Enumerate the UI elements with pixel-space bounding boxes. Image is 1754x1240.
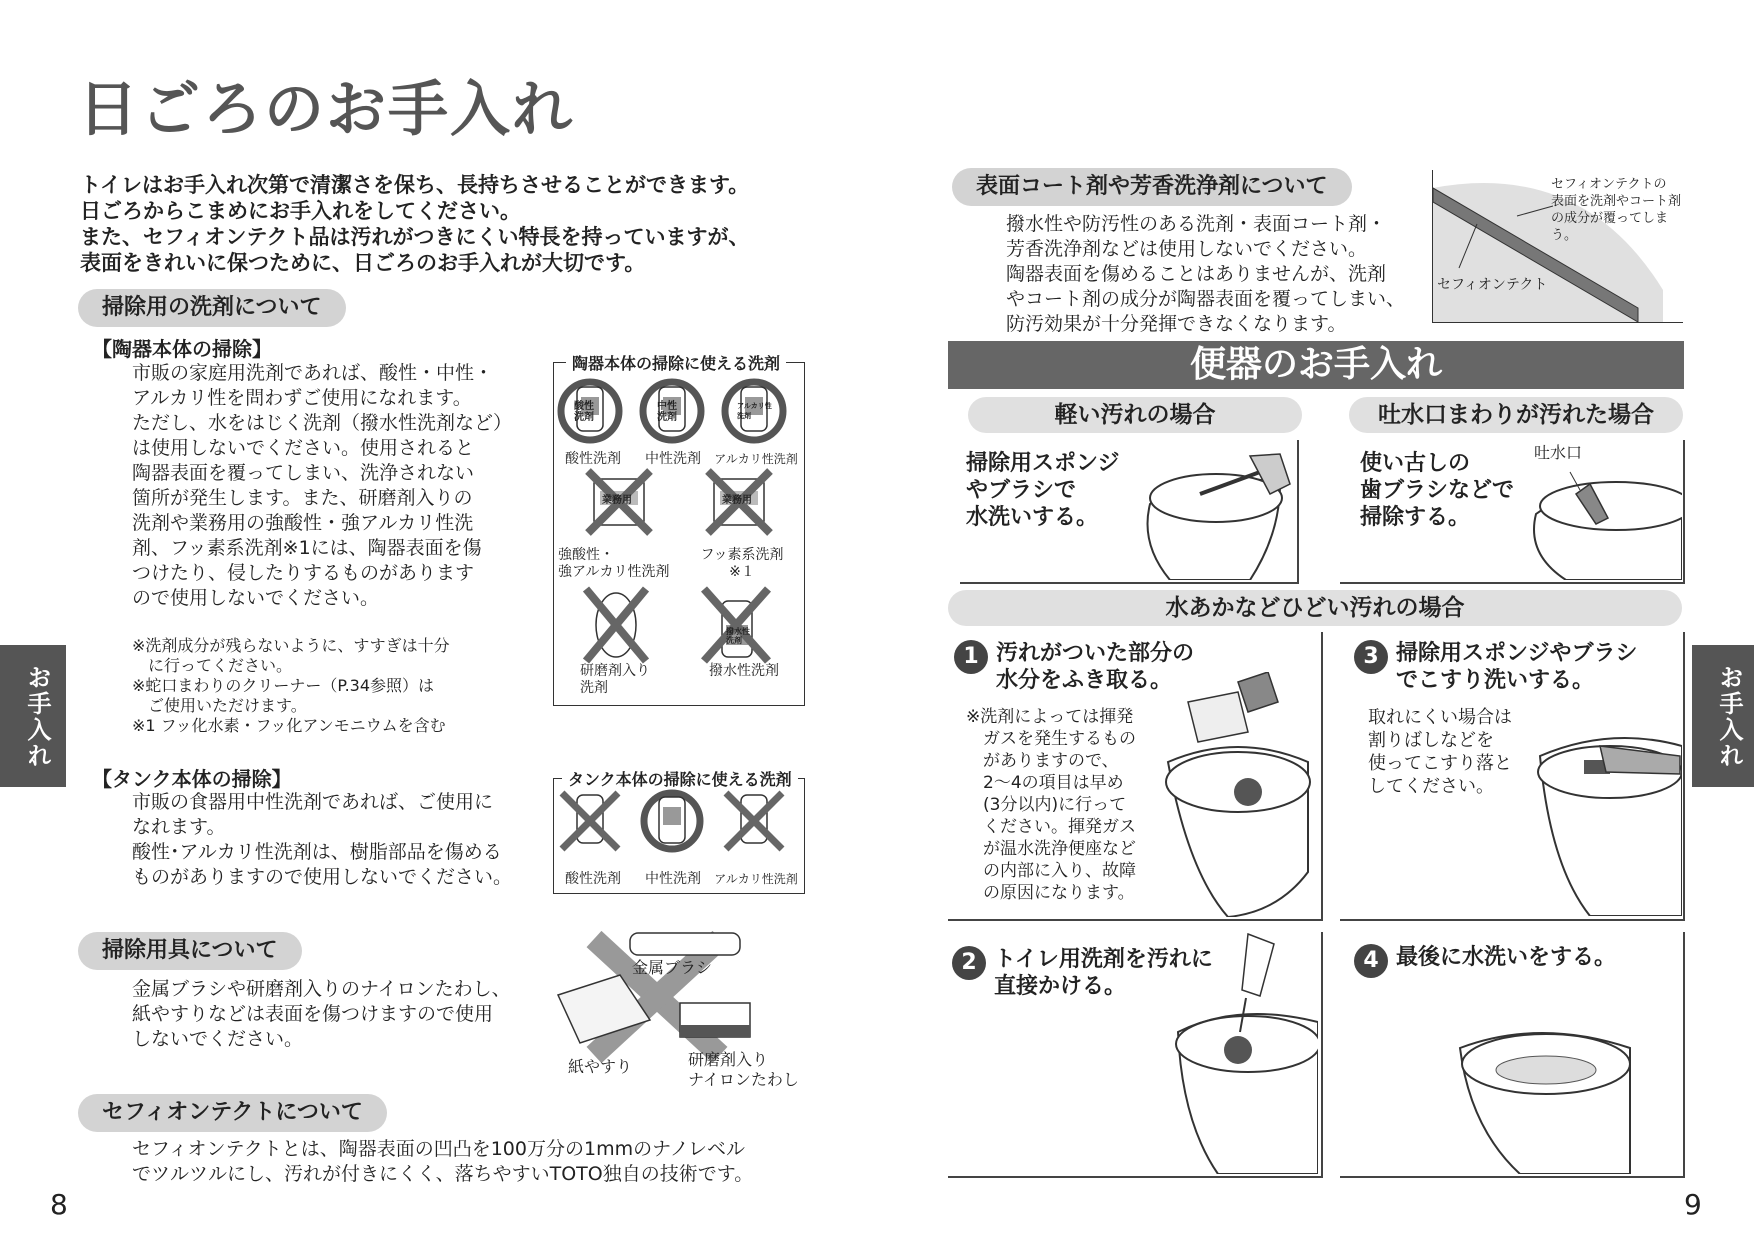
step-4-panel [1340, 932, 1685, 1178]
spray-illustration [1168, 932, 1318, 1174]
step-1-panel [948, 632, 1323, 921]
label-fluorine: フッ素系洗剤 ※１ [700, 547, 784, 580]
section-heading-coat: 表面コート剤や芳香洗浄剤について [952, 168, 1352, 206]
abrasive-bottle-icon [586, 589, 646, 661]
neutral-bottle-label: 中性 洗剤 [657, 401, 677, 423]
coat-diagram-note: セフィオンテクトの 表面を洗剤やコート剤 の成分が覆ってしまう。 [1551, 177, 1682, 243]
cloth-icon [1188, 692, 1248, 742]
step-3-panel [1340, 632, 1685, 921]
step-3-note: 取れにくい場合は 割りばしなどを 使ってこすり落と してください。 [1368, 707, 1512, 797]
detergent-notes: ※洗剤成分が残らないように、すすぎは十分 に行ってください。 ※蛇口まわりのクリーナー（P.34参照）は ご使用いただけます。 ※1 フッ化水素・フッ化アンモニウムを含む [132, 636, 450, 735]
page-title: 日ごろのお手入れ [78, 75, 574, 145]
alkaline-bottle-label: アルカリ性 洗剤 [737, 402, 772, 420]
side-tab-left: お手入れ [0, 645, 66, 787]
tank-label-alkaline: アルカリ性洗剤 [714, 872, 798, 886]
fluorine-can-label: 業務用 [722, 495, 752, 506]
light-dirt-panel [960, 440, 1299, 584]
tank-alkaline-bottle-icon [726, 793, 782, 849]
tank-box-label: タンク本体の掃除に使える洗剤 [562, 767, 798, 790]
ceramic-detergent-box [553, 354, 805, 706]
label-metal-brush: 金属ブラシ [632, 958, 713, 977]
scrub-illustration [1530, 716, 1682, 916]
label-alkaline: アルカリ性洗剤 [714, 452, 798, 466]
page-number-right: 9 [1684, 1188, 1702, 1221]
nozzle-text: 使い古しの 歯ブラシなどで 掃除する。 [1360, 451, 1515, 530]
section-heading-tools: 掃除用具について [78, 932, 302, 970]
ceftect-body: セフィオンテクトとは、陶器表面の凹凸を100万分の1mmのナノレベル でツルツルにし、汚れが付きにくく、落ちやすいTOTO独自の技術です。 [132, 1138, 754, 1185]
step-2-text: 2 トイレ用洗剤を汚れに 直接かける。 [952, 946, 1213, 1000]
ceramic-cleaning-title: 【陶器本体の掃除】 [92, 337, 272, 361]
tools-body: 金属ブラシや研磨剤入りのナイロンたわし、 紙やすりなどは表面を傷つけますので使用 しないでください。 [132, 978, 511, 1050]
tank-label-acid: 酸性洗剤 [565, 871, 621, 887]
tank-neutral-bottle-icon [644, 793, 700, 849]
industrial-can-label: 業務用 [602, 495, 632, 506]
coat-diagram [1432, 170, 1683, 323]
label-water-repellent: 撥水性洗剤 [709, 663, 779, 679]
heavy-dirt-heading: 水あかなどひどい汚れの場合 [948, 590, 1682, 626]
coat-body: 撥水性や防汚性のある洗剤・表面コート剤・ 芳香洗浄剤などは使用しないでください。 陶器表面を傷めることはありませんが、洗剤 やコート剤の成分が陶器表面を覆ってしまい、 防汚効果が十分発揮できなくなります。 [1006, 213, 1406, 335]
section-heading-ceftect: セフィオンテクトについて [78, 1094, 387, 1132]
label-abrasive: 研磨剤入り 洗剤 [580, 663, 650, 696]
label-strong-acid-alkali: 強酸性・ 強アルカリ性洗剤 [558, 547, 670, 580]
tank-detergent-box [553, 770, 805, 894]
step-2-panel [948, 932, 1323, 1178]
light-dirt-text: 掃除用スポンジ やブラシで 水洗いする。 [966, 451, 1120, 530]
label-nylon-scrubber: 研磨剤入り ナイロンたわし [688, 1050, 799, 1089]
page-number-left: 8 [50, 1188, 68, 1221]
nozzle-label: 吐水口 [1534, 443, 1583, 462]
metal-brush-icon [630, 933, 740, 955]
water-repellent-bottle-label: 撥水性 洗剤 [726, 627, 750, 645]
label-sandpaper: 紙やすり [568, 1057, 633, 1076]
label-neutral: 中性洗剤 [645, 451, 701, 467]
label-acid: 酸性洗剤 [565, 451, 621, 467]
toothbrush-illustration [1516, 454, 1682, 580]
section-heading-detergent: 掃除用の洗剤について [78, 289, 346, 327]
tank-cleaning-title: 【タンク本体の掃除】 [92, 767, 292, 791]
coat-diagram-label: セフィオンテクト [1437, 277, 1548, 293]
ceramic-cleaning-body: 市販の家庭用洗剤であれば、酸性・中性・ アルカリ性を問わずご使用になれます。 ただし、水をはじく洗剤（撥水性洗剤など） は使用しないでください。使用されると 陶器表面を覆ってしまい、洗浄されない 箇所が発生します。また、研磨剤入りの 洗剤や業務用の強酸性・強アルカリ性洗 剤、フッ素系洗剤※1には、陶器表面を傷 つけたり、侵したりするものがあります ので使用しないでください。 [132, 362, 513, 609]
wipe-illustration [1158, 672, 1318, 917]
acid-bottle-label: 酸性 洗剤 [574, 401, 594, 423]
step-1-text: 1 汚れがついた部分の 水分をふき取る。 [954, 640, 1194, 694]
toilet-care-banner: 便器のお手入れ [948, 341, 1684, 389]
tank-cleaning-body: 市販の食器用中性洗剤であれば、ご使用に なれます。 酸性･アルカリ性洗剤は、樹脂部品を傷める ものがありますので使用しないでください。 [132, 791, 513, 888]
step-3-text: 3 掃除用スポンジやブラシ でこすり洗いする。 [1354, 640, 1637, 694]
ceramic-box-label: 陶器本体の掃除に使える洗剤 [566, 351, 786, 374]
rinse-illustration [1440, 988, 1640, 1174]
toilet-brush-illustration [1130, 444, 1296, 580]
light-dirt-heading: 軽い汚れの場合 [968, 397, 1302, 433]
tank-acid-bottle-icon [562, 793, 618, 849]
step-1-note: ※洗剤によっては揮発 ガスを発生するもの がありますので、 2〜4の項目は早め (3分以内)に行って ください。揮発ガス が温水洗浄便座など の内部に入り、故障 の原因になります。 [966, 707, 1136, 903]
water-repellent-bottle-icon [704, 589, 768, 661]
side-tab-right: お手入れ [1692, 645, 1754, 787]
nozzle-panel [1340, 440, 1685, 584]
detergent-bottle-icon [1242, 934, 1274, 996]
tank-label-neutral: 中性洗剤 [645, 871, 701, 887]
step-4-text: 4 最後に水洗いをする。 [1354, 944, 1616, 978]
nozzle-heading: 吐水口まわりが汚れた場合 [1349, 397, 1683, 433]
intro-text: トイレはお手入れ次第で清潔さを保ち、長持ちさせることができます。 日ごろからこまめにお手入れをしてください。 また、セフィオンテクト品は汚れがつきにくい特長を持っていますが、 表面をきれいに保つために、日ごろのお手入れが大切です。 [80, 173, 750, 275]
